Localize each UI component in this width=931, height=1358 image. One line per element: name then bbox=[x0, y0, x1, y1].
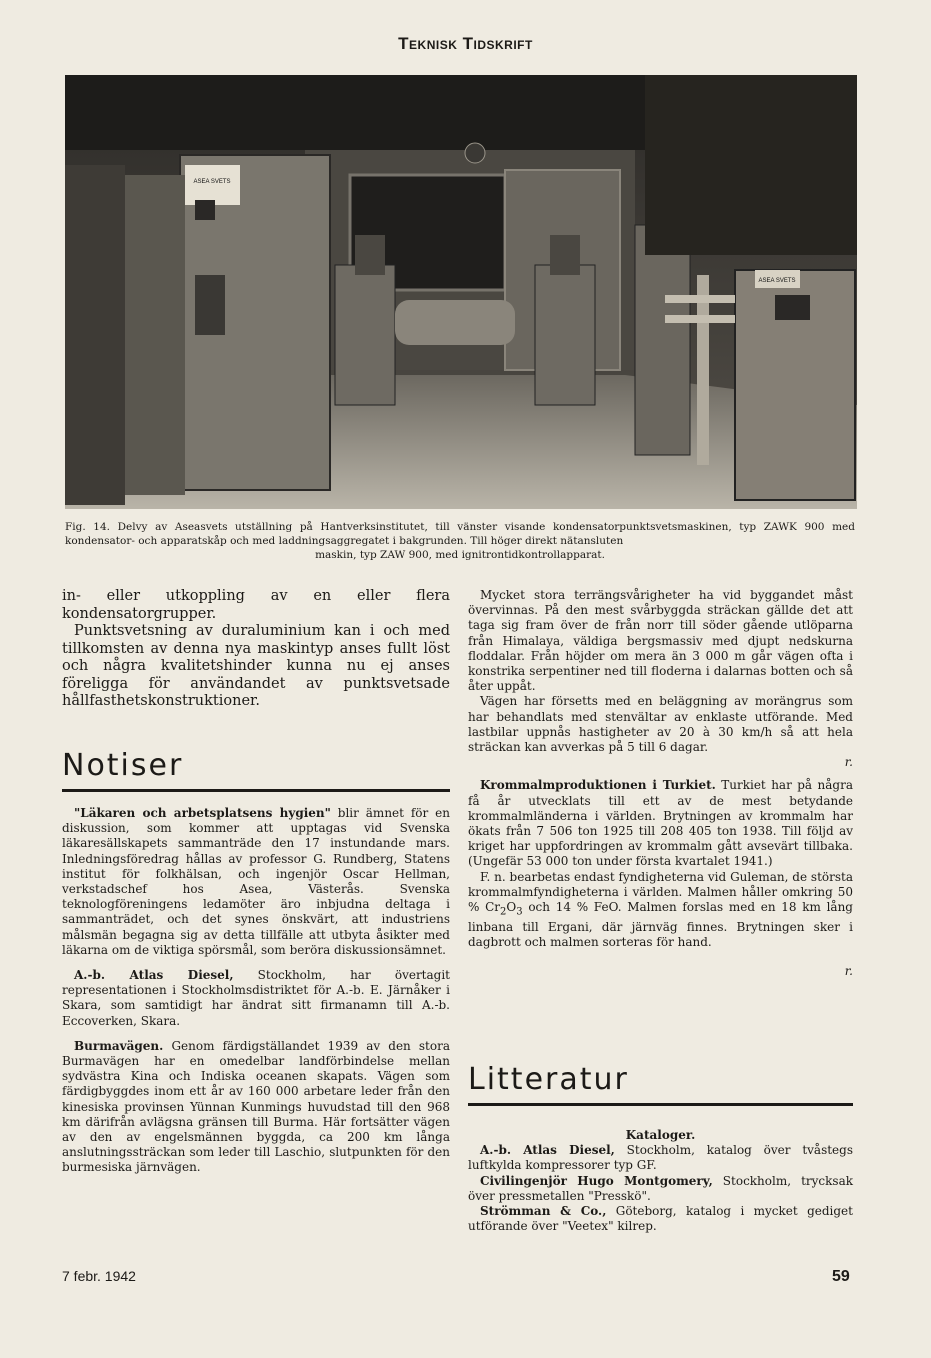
lit-montgomery-title: Civilingenjör Hugo Montgomery, bbox=[480, 1173, 713, 1188]
caption-line-1: Fig. 14. Delvy av Aseasvets utställning på Hantverksinstitutet, till vänster visande kondensatorpunktsvetsmaskinen, typ ZAWK 900 med kondensator- och apparatskåp och med laddningsaggregatet i bakgrunden. Till höger direkt nätansluten bbox=[65, 521, 855, 547]
burma-paragraph-1: Mycket stora terrängsvårigheter ha vid byggandet måst övervinnas. På den mest svårbyggda sträckan gällde det att taga sig fram över de från norr till söder gående utlöparna från Himalaya, väldiga bergsmassiv med djupt nedskurna floddalar. Från höjder om mera än 3 000 m går vägen ofta i konstrika serpentiner ned till floderna i dalarnas botten och så åter uppåt. bbox=[468, 588, 853, 694]
burma-paragraph-2: Vägen har försetts med en beläggning av morängrus som har behandlats med stenvältar av enklaste utförande. Med lastbilar uppnås hastigheter av 20 à 30 km/h så att hela sträckan kan avverkas på 5 till 6 dagar. bbox=[468, 694, 853, 755]
lit-atlas-title: A.-b. Atlas Diesel, bbox=[480, 1143, 615, 1158]
intro-paragraph-2: Punktsvetsning av duraluminium kan i och med tillkomsten av denna nya maskintyp anses fullt löst och några kvalitetshinder kunna nu ej anses föreligga för användandet av punktsvetsade hållfasthetskonstruktioner. bbox=[62, 623, 450, 709]
litteratur-title: Litteratur bbox=[468, 1062, 629, 1097]
figure-photo bbox=[65, 75, 857, 509]
lit-atlas-text: Stockholm, katalog över tvåstegs luftkylda kompressorer typ GF. bbox=[468, 1143, 853, 1173]
krom-text: Turkiet har på några få år utvecklats till ett av de mest betydande krommalmländerna i världen. Brytningen av krommalm har ökats från 7 506 ton 1925 till 208 405 ton 1938. Till följd av kriget har uppfordringen av krommalm gått avsevärt tillbaka. (Ungefär 53 000 ton under första kvartalet 1941.) bbox=[468, 778, 853, 869]
kataloger-heading: Kataloger. bbox=[625, 1128, 696, 1142]
notiser-column bbox=[62, 806, 450, 1176]
krom-title: Krommalmproduktionen i Turkiet. bbox=[480, 778, 716, 793]
asea-plate-left: ASEA SVETS bbox=[193, 179, 231, 185]
krom-p2-part-c: och 14 % FeO. Malmen forslas med en 18 km lång linbana till Ergani, där järnväg finnes. Brytningen sker i dagbrott och malmen sorteras för hand. bbox=[468, 900, 853, 949]
notice-lakaren-title: "Läkaren och arbetsplatsens hygien" bbox=[74, 806, 331, 820]
notiser-rule bbox=[62, 789, 450, 792]
notice-atlas-text: Stockholm, har övertagit representationen i Stockholmsdistriktet för A.-b. E. Järnåker i Skara, som samtidigt har ändrat sitt firmanamn till A.-b. Eccoverken, Skara. bbox=[62, 968, 451, 1028]
notice-atlas bbox=[62, 968, 450, 1029]
notice-atlas-title: A.-b. Atlas Diesel, bbox=[74, 968, 234, 983]
welding-machines-photo bbox=[65, 75, 857, 509]
krom-paragraph-2 bbox=[468, 870, 853, 950]
lit-montgomery bbox=[468, 1174, 853, 1204]
figure-caption bbox=[65, 520, 855, 562]
journal-header: Teknisk Tidskrift bbox=[398, 34, 533, 53]
lit-stromman bbox=[468, 1204, 853, 1234]
lit-atlas bbox=[468, 1143, 853, 1173]
intro-paragraph-1: in- eller utkoppling av en eller flera kondensatorgrupper. bbox=[62, 588, 450, 622]
krom-paragraph-1 bbox=[468, 778, 853, 869]
litteratur-rule bbox=[468, 1103, 853, 1106]
notice-burma bbox=[62, 1039, 450, 1176]
krom-p2-part-b: O bbox=[506, 900, 517, 915]
caption-line-2: maskin, typ ZAW 900, med ignitrontidkontrollapparat. bbox=[315, 549, 605, 561]
lit-montgomery-text: Stockholm, trycksak över pressmetallen "Presskö". bbox=[468, 1173, 853, 1203]
krom-p2-part-a: F. n. bearbetas endast fyndigheterna vid Guleman, de största krommalmfyndigheterna i världen. Malmen håller omkring 50 % Cr bbox=[468, 869, 853, 915]
footer-date: 7 febr. 1942 bbox=[62, 1268, 136, 1284]
left-column bbox=[62, 588, 450, 711]
lit-stromman-text: Göteborg, katalog i mycket gediget utförande över "Veetex" kilrep. bbox=[468, 1204, 853, 1234]
signature-2: r. bbox=[844, 964, 853, 979]
right-column bbox=[468, 588, 853, 979]
litteratur-column bbox=[468, 1128, 853, 1234]
lit-stromman-title: Strömman & Co., bbox=[480, 1204, 607, 1219]
signature-1: r. bbox=[844, 755, 853, 770]
notiser-title: Notiser bbox=[62, 748, 184, 783]
litteratur-heading-block bbox=[468, 1062, 853, 1106]
notice-burma-text: Genom färdigställandet 1939 av den stora Burmavägen har en omedelbar landförbindelse mellan sydvästra Kina och Indiska oceanen skapats. Vägen som färdigbyggdes inom ett år av 160 000 arbetare leder från den kinesiska provinsen Yünnan Kunmings huvudstad till den 968 km därifrån avlägsna gränsen till Burma. Här fortsätter vägen av den av engelsmännen byggda, ca 200 km långa anslutningssträckan som leder till Laschio, slutpunkten för den burmesiska järnvägen. bbox=[62, 1038, 450, 1175]
notiser-heading-block bbox=[62, 748, 450, 792]
krom-sub-1: 2 bbox=[500, 906, 507, 918]
notice-lakaren-text: blir ämnet för en diskussion, som kommer att upptagas vid Svenska läkaresällskapets sammanträde den 17 instundande mars. Inledningsföredrag hållas av professor G. Rundberg, Statens institut för folkhälsan, och ingenjör Oscar Hellman, verkstadschef hos Asea, Västerås. Svenska teknologföreningens ledamöter äro inbjudna deltaga i sammanträdet, och det synes önskvärt, att industriens målsmän begagna sig av detta tillfälle att utbyta åsikter med läkarna om de viktiga spörsmål, som beröra diskussionsämnet. bbox=[62, 806, 450, 957]
notice-lakaren bbox=[62, 806, 450, 958]
page-number: 59 bbox=[832, 1268, 850, 1285]
notice-burma-title: Burmavägen. bbox=[74, 1038, 164, 1053]
asea-plate-right: ASEA SVETS bbox=[758, 278, 796, 284]
krom-sub-2: 3 bbox=[516, 906, 523, 918]
